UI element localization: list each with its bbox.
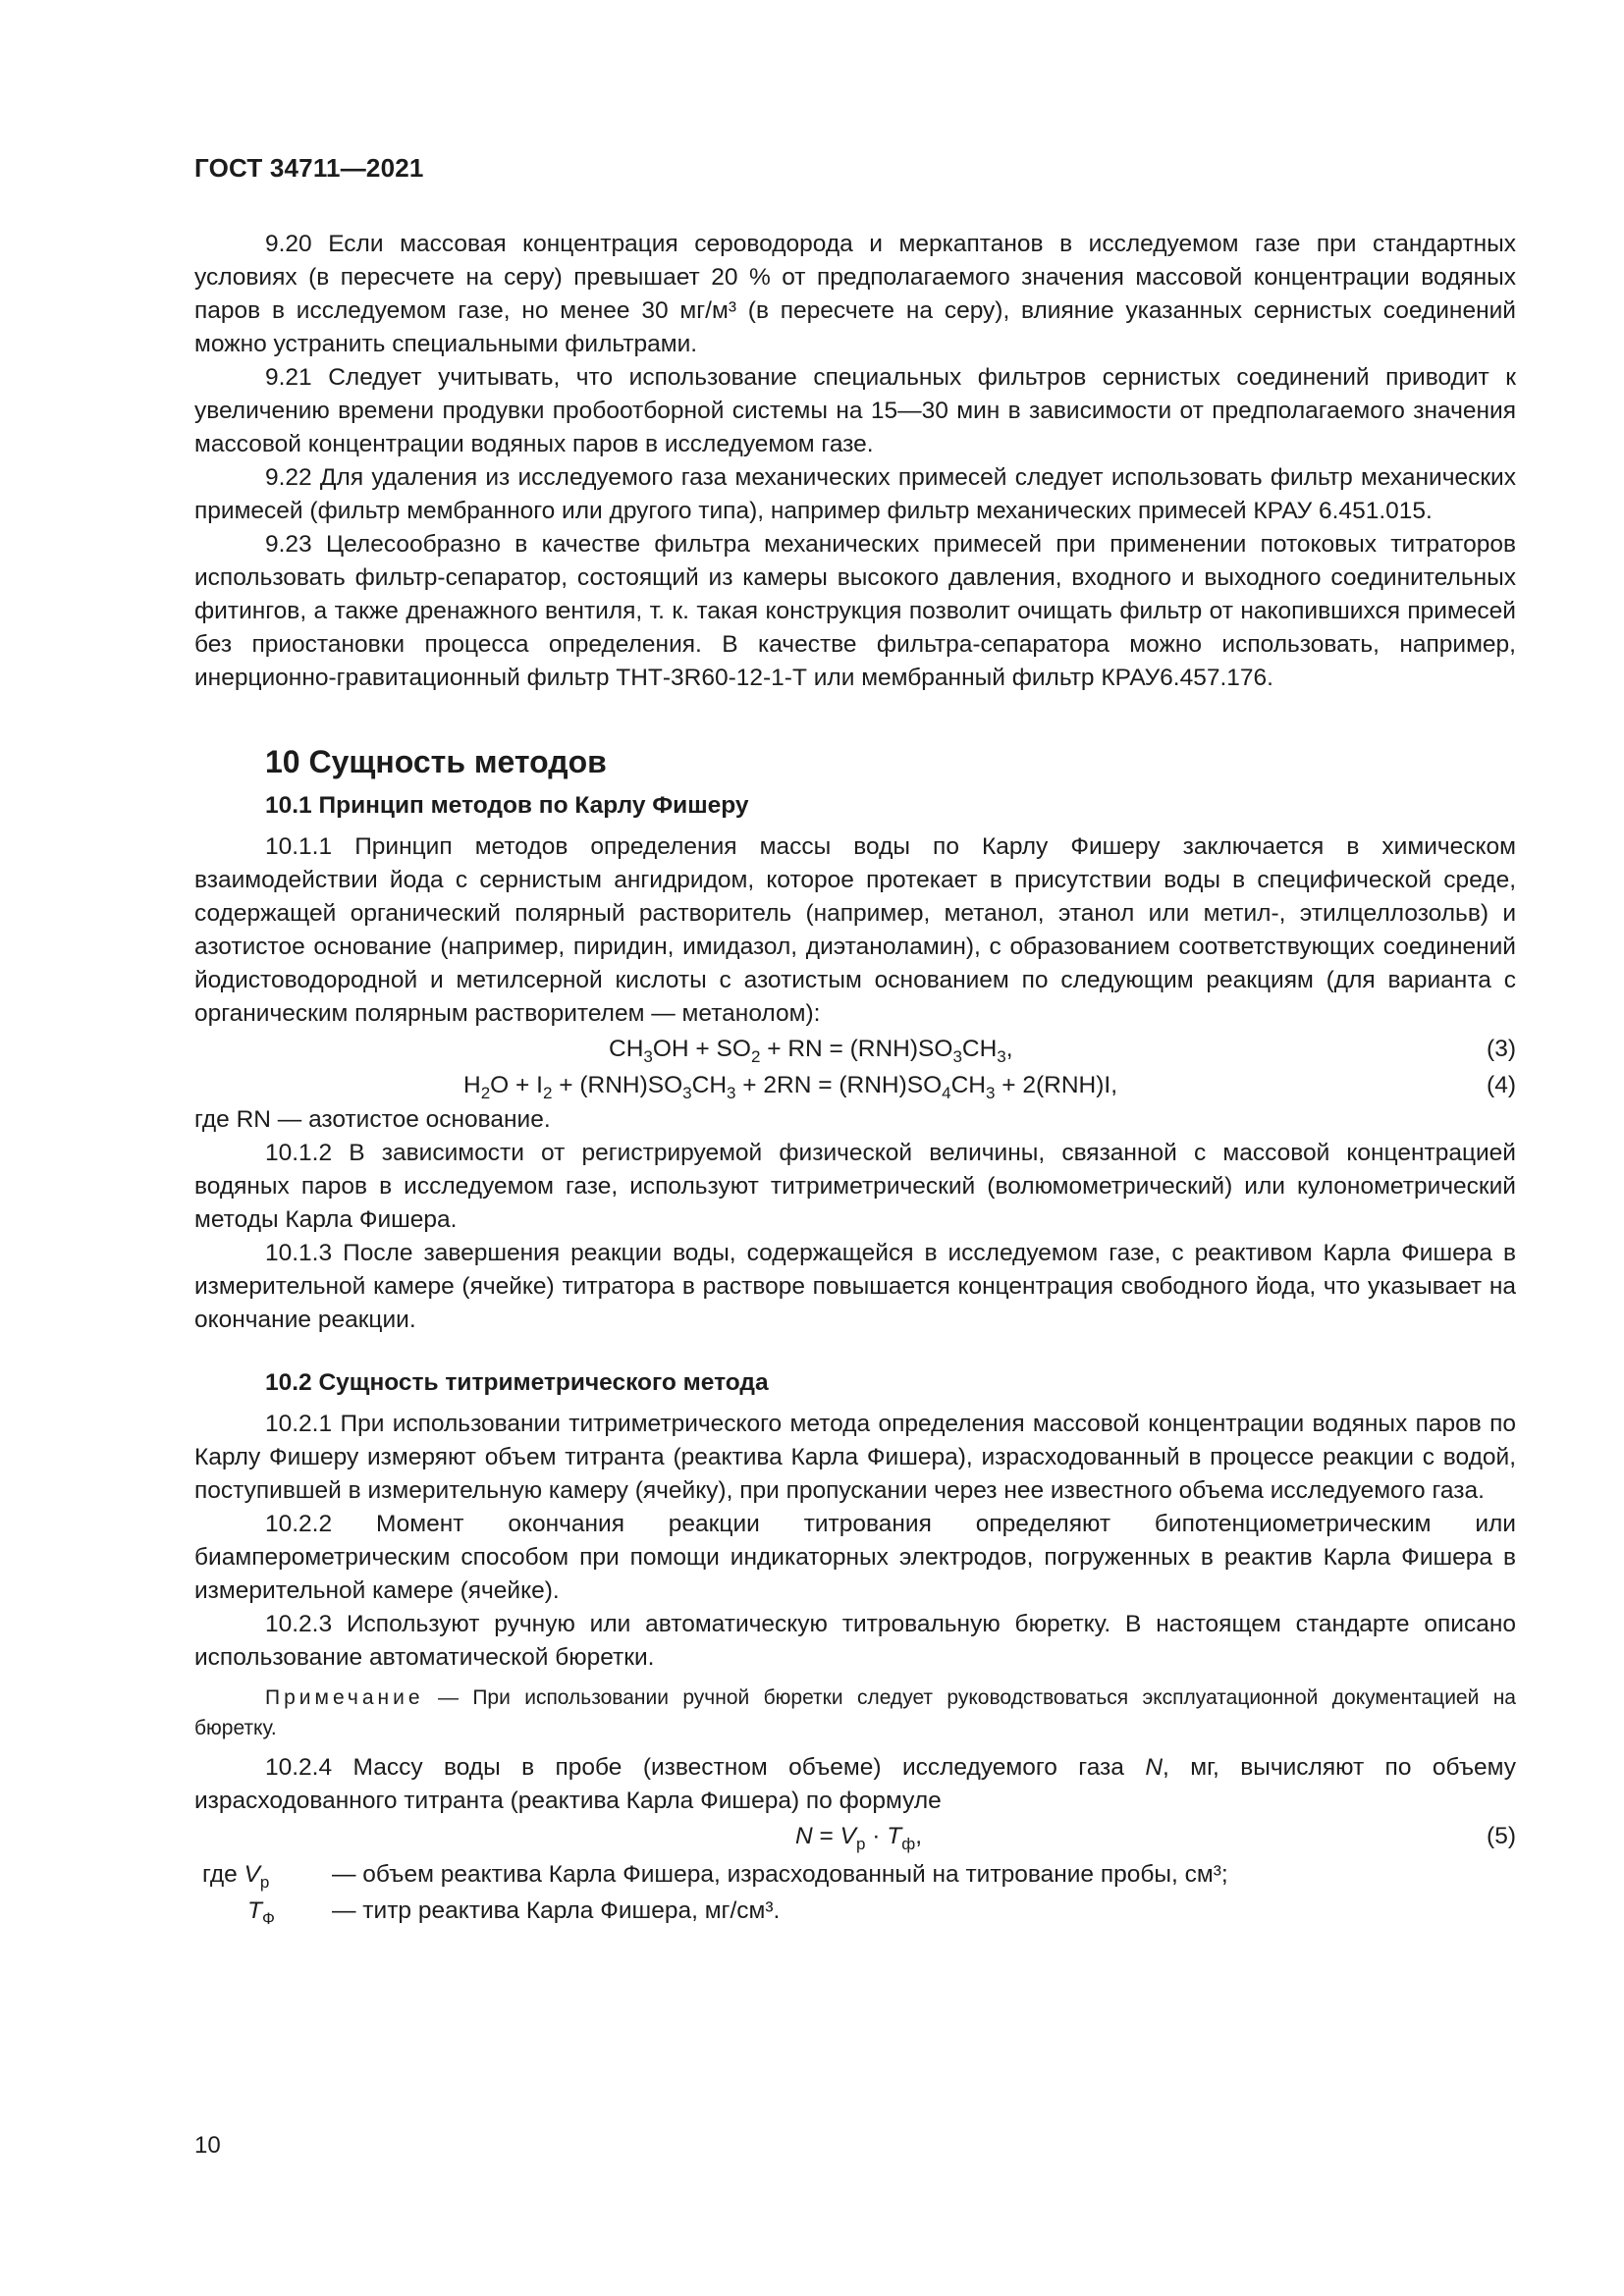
paragraph-10-2-1: 10.2.1 При использовании титриметрического метода определения массовой концентрации водяных паров по Карлу Фишеру измеряют объем титранта (реактива Карла Фишера), израсходованный в процессе реакции с водой, поступившей в измерительную камеру (ячейку), при пропускании через нее известного объема исследуемого газа. (194, 1411, 1516, 1504)
equation-3-number: (3) (1487, 1036, 1516, 1062)
paragraph-9-22: 9.22 Для удаления из исследуемого газа механических примесей следует использовать фильтр механических примесей (фильтр мембранного или другого типа), например фильтр механических примесей КРАУ 6.451.015. (194, 464, 1516, 524)
paragraph-10-2-3: 10.2.3 Используют ручную или автоматическую титровальную бюретку. В настоящем стандарте описано использование автоматической бюретки. (194, 1611, 1516, 1671)
variable-n: N (1145, 1754, 1164, 1781)
definition-vp: где $V_р$ — объем реактива Карла Фишера, израсходованный на титрование пробы, см³; (202, 1861, 1228, 1892)
equation-5-number: (5) (1487, 1823, 1516, 1849)
variable-definitions (194, 1856, 1516, 1929)
equation-4-number: (4) (1487, 1072, 1516, 1098)
note (194, 1682, 1516, 1743)
equation-3-expression: $CH_3OH + SO_2$ + RN = $(RNH)SO_3CH_3$, (609, 1036, 1013, 1066)
page-content (194, 228, 1516, 1929)
paragraph-10-1-1: 10.1.1 Принцип методов определения массы воды по Карлу Фишеру заключается в химическом взаимодействии йода с сернистым ангидридом, которое протекает в присутствии воды в специфической среде, содержащей органический полярный растворитель (например, метанол, этанол или метил-, этилцеллозольв) и азотистое основание (например, пиридин, имидазол, диэтаноламин), с образованием соответствующих соединений йодистоводородной и метилсерной кислоты с азотистым основанием по следующим реакциям (для варианта с органическим полярным растворителем — метанолом): (194, 833, 1516, 1027)
paragraph-10-2-4: 10.2.4 Массу воды в пробе (известном объеме) исследуемого газа N, мг, вычисляют по объему израсходованного титранта (реактива Карла Фишера) по формуле (194, 1754, 1517, 1814)
note-text: — При использовании ручной бюретки следует руководствоваться эксплуатационной документацией на бюретку. (194, 1686, 1516, 1739)
paragraph-10-1-2: 10.1.2 В зависимости от регистрируемой физической величины, связанной с массовой концентрацией водяных паров в исследуемом газе, используют титриметрический (волюмометрический) или кулонометрический методы Карла Фишера. (194, 1140, 1516, 1233)
equation-5 (194, 1818, 1516, 1854)
note-label: Примечание (265, 1686, 424, 1709)
page-number: 10 (194, 2132, 221, 2159)
where-rn: где RN — азотистое основание. (194, 1106, 551, 1133)
subsection-10-1-heading: 10.1 Принцип методов по Карлу Фишеру (265, 792, 749, 819)
paragraph-10-2-2: 10.2.2 Момент окончания реакции титрования определяют бипотенциометрическим или биамперометрическим способом при помощи индикаторных электродов, погруженных в реактив Карла Фишера в измерительной камере (ячейке). (194, 1511, 1516, 1604)
equation-4 (194, 1067, 1516, 1103)
paragraph-9-20: 9.20 Если массовая концентрация сероводорода и меркаптанов в исследуемом газе при стандартных условиях (в пересчете на серу) превышает 20 % от предполагаемого значения массовой концентрации водяных паров в исследуемом газе, но менее 30 мг/м³ (в пересчете на серу), влияние указанных сернистых соединений можно устранить специальными фильтрами. (194, 231, 1516, 357)
subsection-10-2-heading: 10.2 Сущность титриметрического метода (265, 1369, 769, 1396)
equation-4-expression: $H_2O + I_2 + (RNH)SO_3CH_3 + 2RN = (RNH)SO_4CH_3 + 2(RNH)I$, (463, 1072, 1118, 1102)
section-10-heading: 10 Сущность методов (265, 744, 607, 779)
equation-3 (194, 1031, 1516, 1067)
paragraph-9-21: 9.21 Следует учитывать, что использование специальных фильтров сернистых соединений приводит к увеличению времени продувки пробоотборной системы на 15—30 мин в зависимости от предполагаемого значения массовой концентрации водяных паров в исследуемом газе. (194, 364, 1516, 457)
document-header: ГОСТ 34711—2021 (194, 153, 424, 183)
paragraph-10-1-3: 10.1.3 После завершения реакции воды, содержащейся в исследуемом газе, с реактивом Карла Фишера в измерительной камере (ячейке) титратора в растворе повышается концентрация свободного йода, что указывает на окончание реакции. (194, 1240, 1516, 1333)
definition-tf: $T_Ф$ — титр реактива Карла Фишера, мг/см³. (247, 1897, 781, 1928)
equation-5-expression: $N = V_р \cdot T_ф$, (795, 1823, 922, 1853)
paragraph-9-23: 9.23 Целесообразно в качестве фильтра механических примесей при применении потоковых титраторов использовать фильтр-сепаратор, состоящий из камеры высокого давления, входного и выходного соединительных фитингов, а также дренажного вентиля, т. к. такая конструкция позволит очищать фильтр от накопившихся примесей без приостановки процесса определения. В качестве фильтра-сепаратора можно использовать, например, инерционно-гравитационный фильтр ТНТ-3R60-12-1-Т или мембранный фильтр КРАУ6.457.176. (194, 531, 1516, 691)
